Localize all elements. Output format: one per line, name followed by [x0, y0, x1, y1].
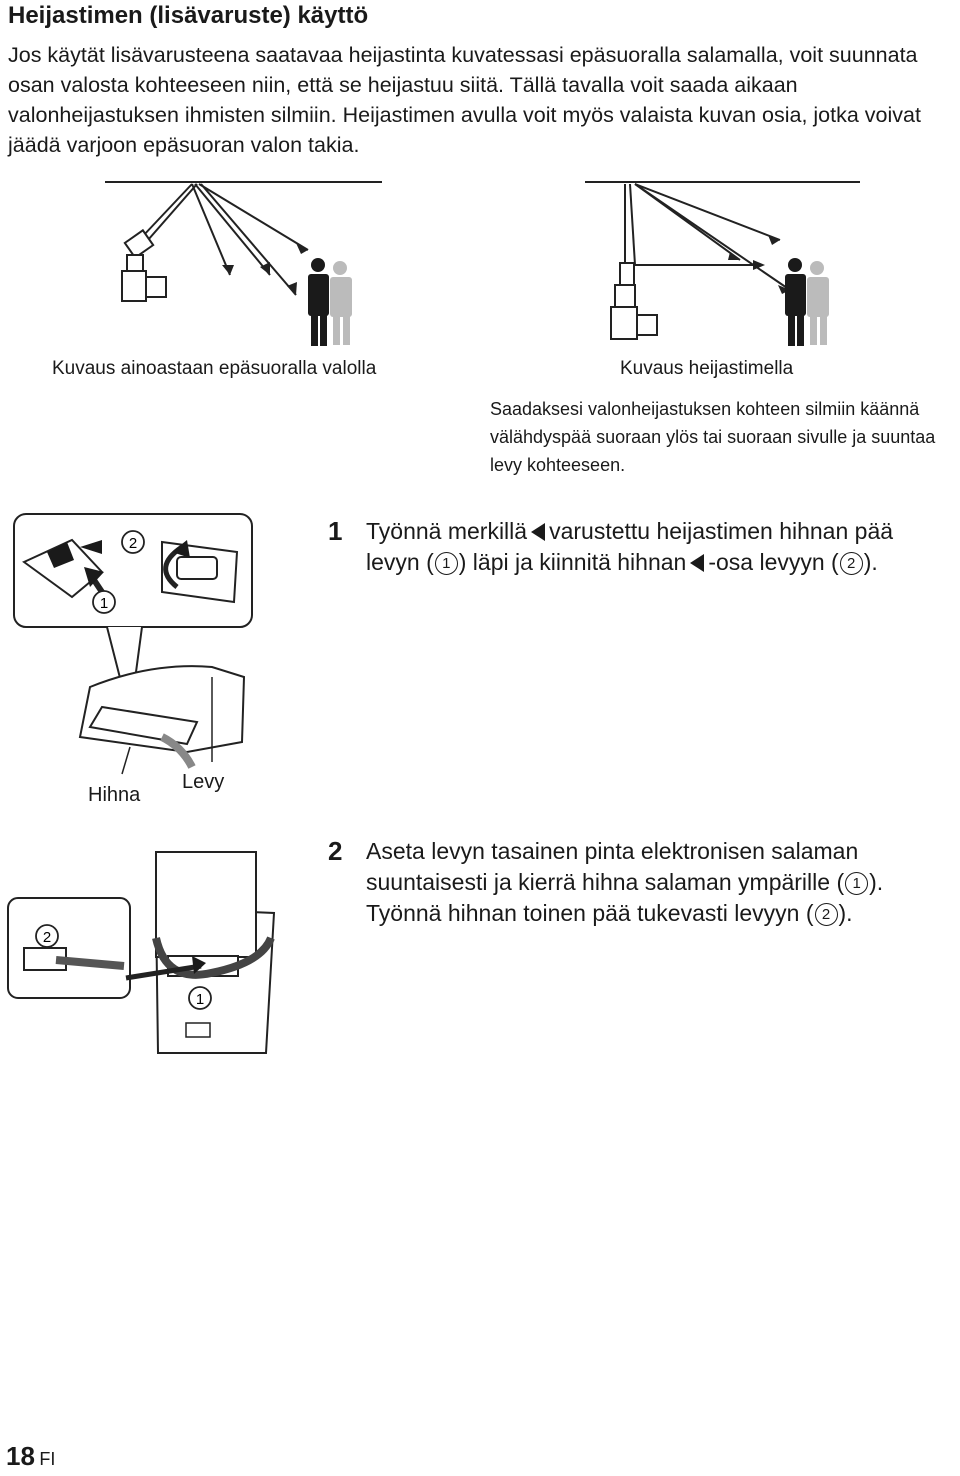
- triangle-mark-icon: [531, 523, 545, 541]
- callout-1: 1: [99, 595, 109, 612]
- page-number: 18: [6, 1441, 35, 1471]
- callout-2: 2: [42, 929, 52, 946]
- flash-wrap-illustration: [6, 848, 306, 1058]
- circled-1-icon: 1: [435, 552, 458, 575]
- strap-attachment-illustration: [12, 512, 312, 812]
- page-title: Heijastimen (lisävaruste) käyttö: [8, 2, 369, 29]
- plate-label: Levy: [182, 771, 225, 793]
- step-1-number: 1: [328, 516, 343, 546]
- callout-2: 2: [128, 535, 138, 552]
- circled-1-icon: 1: [845, 872, 868, 895]
- language-code: FI: [39, 1449, 56, 1469]
- circled-2-icon: 2: [815, 903, 838, 926]
- step-2-text: Aseta levyn tasainen pinta elektronisen salaman suuntaisesti ja kierrä hihna salaman ympärille ( 1 ). Työnnä hihnan toinen pää tukevasti levyyn ( 2 ).: [366, 838, 884, 926]
- bounce-flash-illustration: [100, 175, 390, 350]
- strap-label: Hihna: [88, 784, 141, 806]
- reflector-illustration: [585, 175, 875, 350]
- circled-2-icon: 2: [840, 552, 863, 575]
- triangle-mark-icon: [690, 554, 704, 572]
- left-caption: Kuvaus ainoastaan epäsuoralla valolla: [52, 358, 377, 379]
- intro-paragraph: Jos käytät lisävarusteena saatavaa heijastinta kuvatessasi epäsuoralla salamalla, voit suunnata osan valosta kohteeseen niin, että se heijastuu siitä. Tällä tavalla voit saada aikaan valonheijastuksen ihmisten silmiin. Heijastimen avulla voit myös valaista kuvan osia, jotka voivat jäädä varjoon epäsuoran valon takia.: [8, 43, 921, 157]
- callout-1: 1: [195, 991, 205, 1008]
- reflection-note: Saadaksesi valonheijastuksen kohteen silmiin käännä välähdyspää suoraan ylös tai suoraan sivulle ja suuntaa levy kohteeseen.: [490, 399, 936, 475]
- page-footer: [6, 1441, 55, 1472]
- step-2-number: 2: [328, 836, 343, 866]
- step-1-text: Työnnä merkillä varustettu heijastimen hihnan pää levyn ( 1 ) läpi ja kiinnitä hihnan -osa levyyn ( 2 ).: [366, 518, 894, 575]
- right-caption: Kuvaus heijastimella: [620, 358, 794, 379]
